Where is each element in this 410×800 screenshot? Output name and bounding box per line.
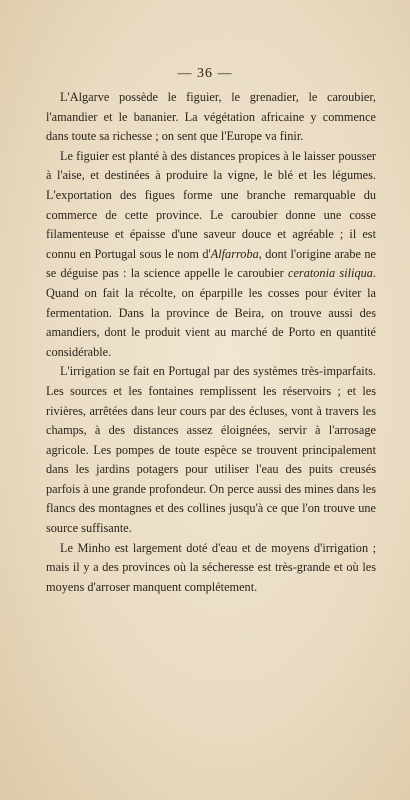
text-run: , dont l'origine arabe ne se déguise pas : la science appelle le caroubier xyxy=(46,246,376,281)
paragraph-3 xyxy=(46,362,376,538)
italic-term: ceratonia siliqua xyxy=(288,266,373,281)
body-text xyxy=(46,88,376,597)
paragraph-2 xyxy=(46,147,376,363)
italic-term: Alfarroba xyxy=(210,246,259,261)
paragraph-4 xyxy=(46,539,376,598)
paragraph-1 xyxy=(46,88,376,147)
text-run: L'Algarve possède le figuier, le grenadier, le caroubier, l'amandier et le bananier. La végétation africaine y commence dans toute sa richesse ; on sent que l'Europe va finir. xyxy=(46,90,376,144)
text-run: . Quand on fait la récolte, on éparpille les cosses pour éviter la fermentation. Dans la province de Beira, on trouve aussi des amandiers, dont le produit vient au marché de Porto en quantité considérable. xyxy=(46,266,376,359)
text-run: Le Minho est largement doté d'eau et de moyens d'irrigation ; mais il y a des provinces où la sécheresse est très-grande et où les moyens d'arroser manquent complétement. xyxy=(46,540,376,594)
text-run: Le figuier est planté à des distances propices à le laisser pousser à l'aise, et destinées à produire la vigne, le blé et les légumes. L'exportation des figues forme une branche remarquable du commerce de cette province. Le caroubier donne une cosse filamenteuse et épaisse d'une saveur douce et agréable ; il est connu en Portugal sous le nom d' xyxy=(46,148,376,261)
page-number: — 36 — xyxy=(177,66,233,81)
text-run: L'irrigation se fait en Portugal par des systèmes très-imparfaits. Les sources et les fontaines remplissent les réservoirs ; et les rivières, arrêtées dans leur cours par des écluses, vont à travers les champs, à des distances assez éloignées, servir à l'arrosage agricole. Les pompes de toute espèce se trouvent principalement dans les jardins potagers pour utiliser l'eau des puits creusés parfois à une grande profondeur. On perce aussi des mines dans les flancs des montagnes et des collines jusqu'à ce que l'on trouve une source suffisante. xyxy=(46,364,376,536)
